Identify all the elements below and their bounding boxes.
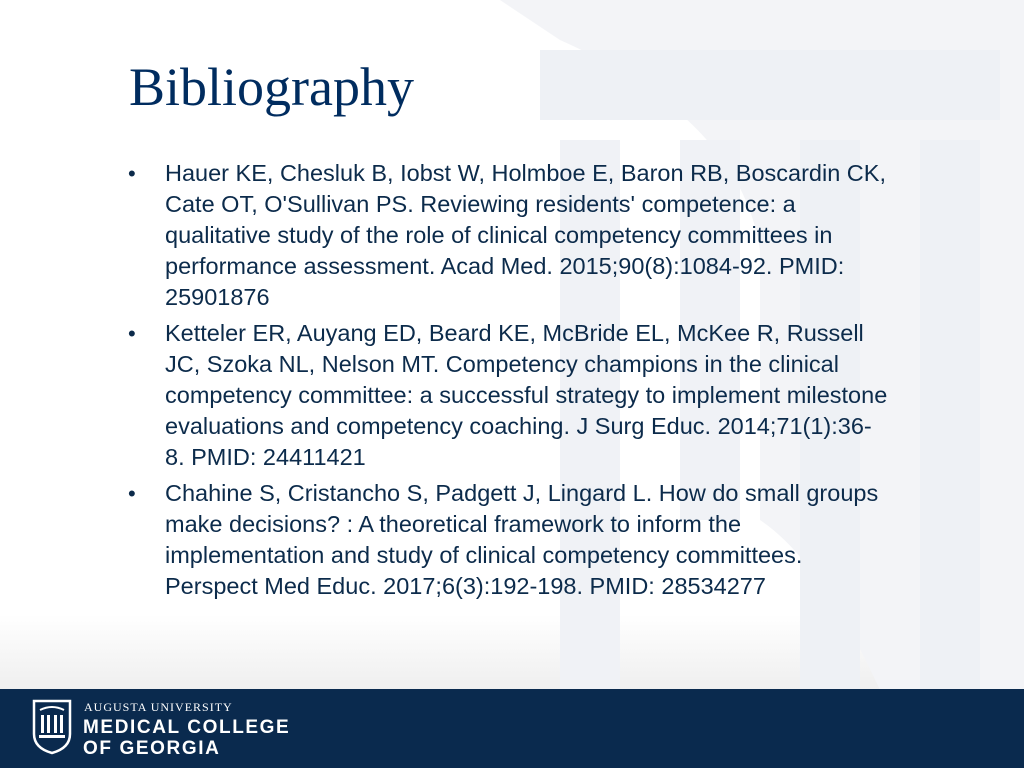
bibliography-list <box>128 158 888 607</box>
bullet-icon: • <box>128 481 136 506</box>
bibliography-text: Hauer KE, Chesluk B, Iobst W, Holmboe E, Baron RB, Boscardin CK, Cate OT, O'Sullivan PS. Reviewing residents' competence: a qualitative study of the role of clinical competency committees in performance assessment. Acad Med. 2015;90(8):1084-92. PMID: 25901876 <box>165 160 886 310</box>
slide-title: Bibliography <box>129 57 414 117</box>
bibliography-text: Chahine S, Cristancho S, Padgett J, Lingard L. How do small groups make decisions? : A theoretical framework to inform the implementation and study of clinical competency committees. Perspect Med Educ. 2017;6(3):192-198. PMID: 28534277 <box>165 480 879 599</box>
bibliography-text: Ketteler ER, Auyang ED, Beard KE, McBride EL, McKee R, Russell JC, Szoka NL, Nelson MT. Competency champions in the clinical competency committee: a successful strategy to implement milestone evaluations and competency coaching. J Surg Educ. 2014;71(1):36-8. PMID: 24411421 <box>165 320 888 470</box>
bullet-icon: • <box>128 321 136 346</box>
university-name: AUGUSTA UNIVERSITY <box>84 700 233 714</box>
bibliography-item <box>128 158 888 313</box>
college-name-line2: OF GEORGIA <box>83 738 221 759</box>
bibliography-item <box>128 478 888 602</box>
footer-bar <box>0 689 1024 768</box>
college-name-line1: MEDICAL COLLEGE <box>83 717 291 738</box>
bibliography-item <box>128 318 888 473</box>
university-seal-icon <box>31 698 73 755</box>
bullet-icon: • <box>128 161 136 186</box>
